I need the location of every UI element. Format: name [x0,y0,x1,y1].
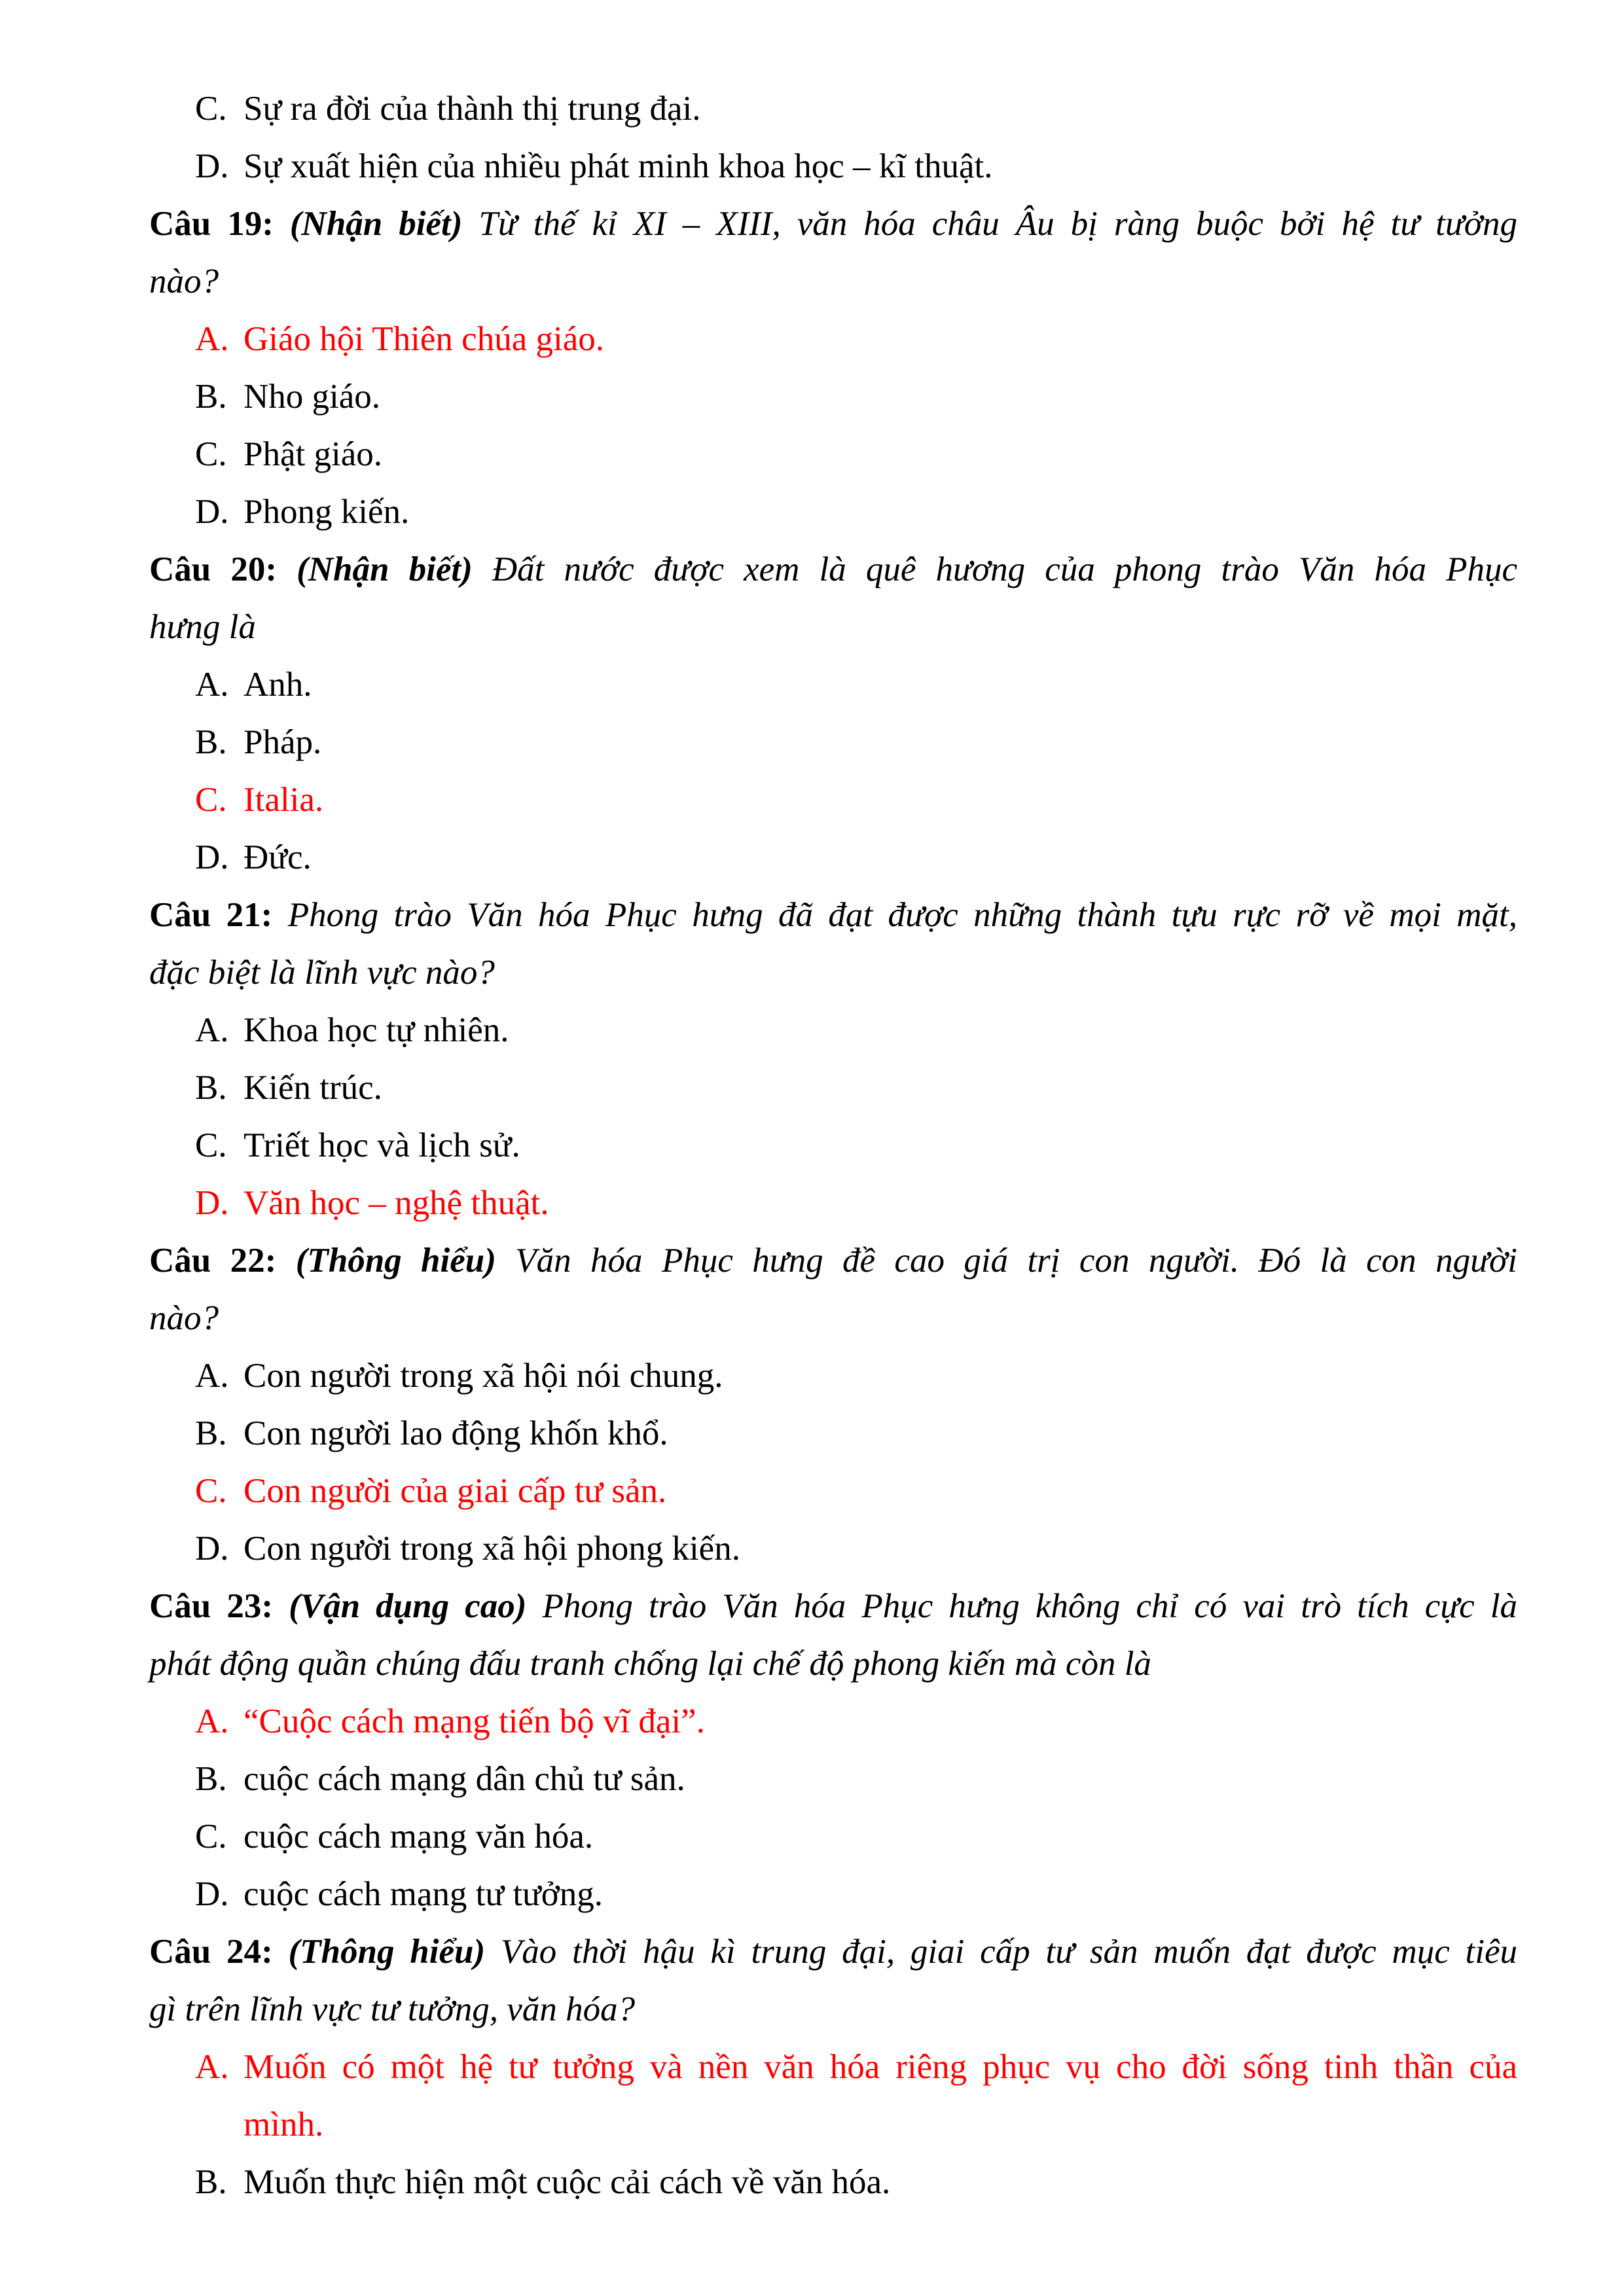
option-text: Italia. [244,781,324,819]
option-letter: C. [195,1818,227,1856]
option-text: Con người trong xã hội phong kiến. [244,1530,740,1568]
option-line [195,1816,593,1857]
option-letter: B. [195,723,227,761]
option-text: Kiến trúc. [244,1069,382,1107]
option-line [195,1528,740,1570]
option-letter: B. [195,1760,227,1798]
question-label: Câu 21 [149,896,261,934]
question-24-stem: Câu 24: (Thông hiểu) Vào thời hậu kì trung đại, giai cấp tư sản muốn đạt được mục tiêu [149,1933,1517,1971]
option-text: Giáo hội Thiên chúa giáo. [244,320,604,358]
option-line [195,721,321,763]
option-letter: C. [195,781,227,819]
option-text: Đức. [244,838,312,876]
question-text: Văn hóa Phục hưng đề cao giá trị con người. Đó là con người [515,1242,1517,1280]
option-line-correct [195,318,604,360]
option-text: Phong kiến. [244,493,410,531]
question-24-stem-cont: gì trên lĩnh vực tư tưởng, văn hóa? [149,1990,636,2028]
option-line [195,145,992,187]
option-letter: D. [195,493,229,531]
option-line-correct [195,779,323,821]
question-level: (Thông hiểu) [295,1242,496,1280]
question-label: Câu 22 [149,1242,265,1280]
option-letter: D. [195,1530,229,1568]
option-line [195,433,382,475]
option-text: Con người của giai cấp tư sản. [244,1472,667,1510]
question-22-stem: Câu 22: (Thông hiểu) Văn hóa Phục hưng đề cao giá trị con người. Đó là con người [149,1242,1517,1280]
option-letter: B. [195,1069,227,1107]
option-letter: B. [195,2163,227,2201]
option-text: cuộc cách mạng dân chủ tư sản. [244,1760,685,1798]
option-line-correct [195,1470,666,1512]
question-text: Đất nước được xem là quê hương của phong trào Văn hóa Phục [492,550,1517,588]
option-line [195,88,701,130]
option-letter: A. [195,1702,229,1740]
option-line [195,1009,509,1051]
question-21-stem: Câu 21: Phong trào Văn hóa Phục hưng đã đạt được những thành tựu rực rỡ về mọi mặt, [149,896,1517,934]
option-text: Nho giáo. [244,378,381,416]
option-letter: B. [195,1414,227,1452]
question-21-stem-cont: đặc biệt là lĩnh vực nào? [149,954,495,992]
option-line [195,491,409,533]
option-line-correct [195,1700,705,1742]
option-line [195,664,312,706]
option-text: Con người trong xã hội nói chung. [244,1357,723,1395]
option-letter: C. [195,435,227,473]
question-22-stem-cont: nào? [149,1299,219,1337]
option-text: cuộc cách mạng tư tưởng. [244,1875,604,1913]
option-letter: D. [195,147,229,185]
question-20-stem-cont: hưng là [149,608,256,646]
option-line [195,376,380,418]
question-19-stem-cont: nào? [149,262,219,300]
option-letter: C. [195,1472,227,1510]
option-letter: C. [195,1126,227,1164]
option-text: Văn học – nghệ thuật. [244,1184,549,1222]
option-letter: D. [195,1875,229,1913]
option-letter: D. [195,838,229,876]
question-label: Câu 24 [149,1933,262,1971]
option-line-correct [195,1182,549,1224]
option-letter: A. [195,1357,229,1395]
option-text: Muốn có một hệ tư tưởng và nền văn hóa riêng phục vụ cho đời sống tinh thần của [244,2048,1517,2086]
option-line [195,2161,890,2203]
option-letter: A. [195,320,229,358]
question-level: (Nhận biết) [297,550,473,588]
option-letter: D. [195,1184,229,1222]
option-line [195,1412,668,1454]
question-23-stem: Câu 23: (Vận dụng cao) Phong trào Văn hóa Phục hưng không chỉ có vai trò tích cực là [149,1587,1517,1625]
option-text: Triết học và lịch sử. [244,1126,520,1164]
option-text: Muốn thực hiện một cuộc cải cách về văn hóa. [244,2163,891,2201]
question-20-stem: Câu 20: (Nhận biết) Đất nước được xem là quê hương của phong trào Văn hóa Phục [149,550,1517,588]
option-text: Pháp. [244,723,322,761]
question-level: (Nhận biết) [289,205,463,243]
option-letter: A. [195,2048,229,2086]
question-text: Phong trào Văn hóa Phục hưng đã đạt được những thành tựu rực rỡ về mọi mặt, [287,896,1517,934]
option-line [195,1067,382,1109]
question-level: (Vận dụng cao) [289,1587,527,1625]
option-text-continuation: mình. [244,2106,324,2144]
option-text: cuộc cách mạng văn hóa. [244,1818,594,1856]
option-letter: A. [195,666,229,704]
option-text: Sự xuất hiện của nhiều phát minh khoa học – kĩ thuật. [244,147,993,185]
option-text: Sự ra đời của thành thị trung đại. [244,90,701,128]
option-line [195,1873,603,1915]
option-letter: A. [195,1011,229,1049]
option-line [195,1355,723,1397]
question-label: Câu 19 [149,205,262,243]
question-text: Vào thời hậu kì trung đại, giai cấp tư sản muốn đạt được mục tiêu [500,1933,1517,1971]
question-text: Phong trào Văn hóa Phục hưng không chỉ có vai trò tích cực là [542,1587,1517,1625]
option-line-correct [195,2046,1517,2088]
question-text: Từ thế kỉ XI – XIII, văn hóa châu Âu bị ràng buộc bởi hệ tư tưởng [478,205,1518,243]
option-letter: B. [195,378,227,416]
option-text: “Cuộc cách mạng tiến bộ vĩ đại”. [244,1702,705,1740]
question-label: Câu 23 [149,1587,262,1625]
option-line [195,1758,685,1800]
option-text: Con người lao động khốn khổ. [244,1414,668,1452]
question-label: Câu 20 [149,550,266,588]
option-text: Anh. [244,666,312,704]
option-text: Phật giáo. [244,435,382,473]
question-23-stem-cont: phát động quần chúng đấu tranh chống lại chế độ phong kiến mà còn là [149,1645,1151,1683]
question-19-stem: Câu 19: (Nhận biết) Từ thế kỉ XI – XIII, văn hóa châu Âu bị ràng buộc bởi hệ tư tưởng [149,205,1518,243]
option-line [195,1124,520,1166]
option-line [195,836,312,878]
option-text: Khoa học tự nhiên. [244,1011,509,1049]
question-level: (Thông hiểu) [288,1933,486,1971]
option-letter: C. [195,90,227,128]
